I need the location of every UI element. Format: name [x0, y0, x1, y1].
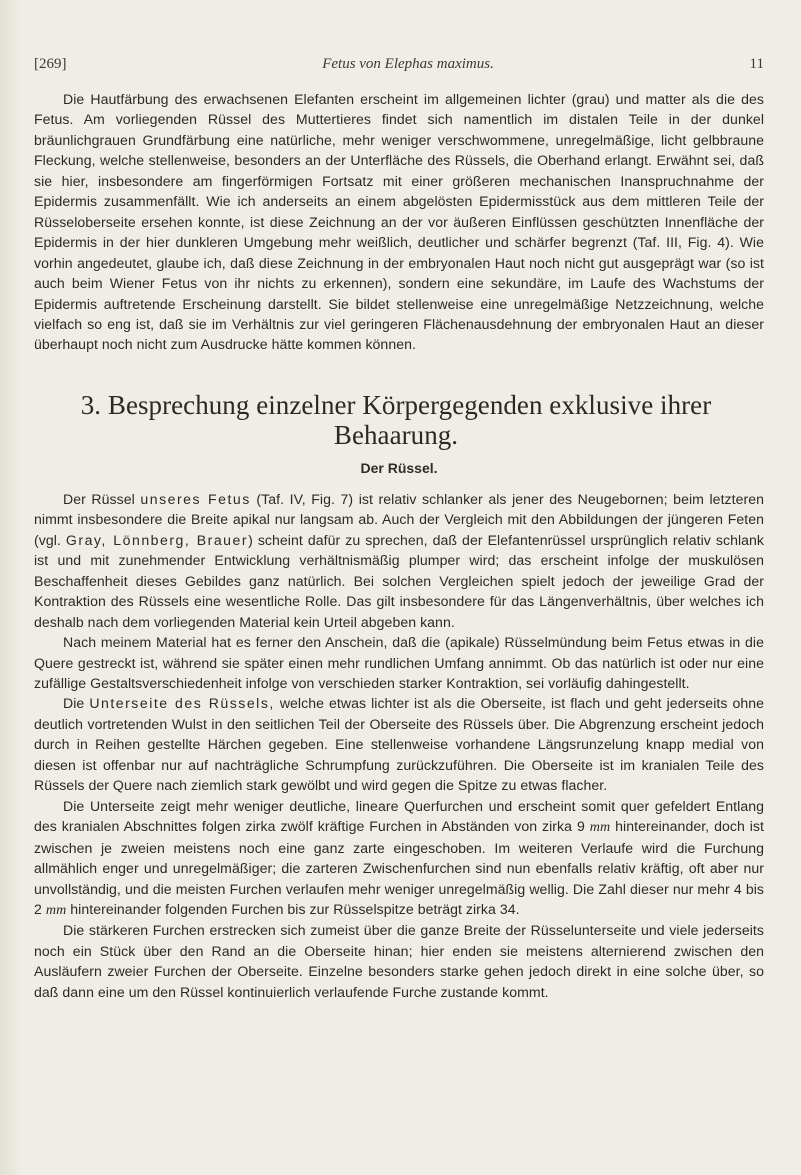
- paragraph-trunk-underside: [34, 693, 764, 795]
- text-run: (Taf. IV, Fig. 7) ist relativ schlanker als jener des Neugebornen; beim letzteren nimmt insbesondere die Breite apikal nur langsam ab. Auch der Vergleich mit den Abbildungen der jüngeren Feten (vgl.: [34, 490, 765, 548]
- subsection-heading: Der Rüssel.: [360, 459, 438, 476]
- unit-mm: mm: [589, 819, 611, 836]
- spaced-text: unseres Fetus: [140, 490, 251, 507]
- text-run: ) scheint dafür zu sprechen, daß der Elefantenrüssel ursprünglich relativ schlank ist und mit zunehmender Entwicklung verhältnismäßig plumper wird; das erscheint infolge der muskulösen Beschaffenheit dieses Gebildes ganz natürlich. Bei solchen Vergleichen spielt jedoch der jeweilige Grad der Kontraktion des Rüssels eine wesentliche Rolle. Das gilt insbesondere für das Längenverhältnis, über welches ich deshalb nach dem vorliegenden Material kein Urteil abgeben kann.: [34, 531, 765, 630]
- page-content: [34, 56, 764, 1002]
- spaced-text: Unterseite des Rüssels,: [89, 695, 275, 712]
- paragraph-skin-coloration: Die Hautfärbung des erwachsenen Elefanten erscheint im allgemeinen lichter (grau) und matter als die des Fetus. Am vorliegenden Rüssel des Muttertieres findet sich namentlich im distalen Teile in der dunkel bräunlichgrauen Grundfärbung eine natürliche, mehr weniger verschwommene, unregelmäßige, licht gelbbraune Fleckung, welche stellenweise, besonders an der Unterfläche des Rüssels, die Oberhand erlangt. Erwähnt sei, daß sie hier, insbesondere am fingerförmigen Fortsatz mit einer größeren mechanischen Inanspruchnahme der Epidermis zusammenfällt. Wie ich anderseits an einem abgelösten Epidermisstück aus dem mittleren Teile der Rüsseloberseite ersehen konnte, ist diese Zeichnung an der vor äußeren Einflüssen geschützten Innenfläche der Epidermis in der hier dunkleren Umgebung mehr weißlich, deutlicher und schärfer begrenzt (Taf. III, Fig. 4). Wie vorhin angedeutet, glaube ich, daß diese Zeichnung in der embryonalen Haut noch nicht gut ausgeprägt war (so ist auch beim Wiener Fetus von ihr nichts zu erkennen), sondern eine sekundäre, im Laufe des Wachstums der Epidermis auftretende Erscheinung darstellt. Sie bildet stellenweise eine unregelmäßige Netzzeichnung, welche vielfach so eng ist, daß sie im Verhältnis zur viel geringeren Flächenausdehnung der embryonalen Haut an dieser überhaupt noch nicht zum Ausdrucke hätte kommen können.: [34, 91, 764, 353]
- spaced-authors: Gray, Lönnberg, Brauer: [65, 531, 249, 548]
- text-run: welche etwas lichter ist als die Oberseite, ist flach und geht jederseits ohne deutlich vortretenden Wulst in den seitlichen Teil der Oberseite des Rüssels über. Die Abgrenzung erscheint jedoch durch in Reihen gestellte Härchen gegeben. Eine stellenweise vorhandene Längsrunzelung knapp medial von diesen ist offenbar nur auf nachträgliche Schrumpfung zurückzuführen. Die Oberseite ist im kranialen Teile des Rüssels der Quere nach ziemlich stark gewölbt und wird gegen die Spitze zu etwas flacher.: [34, 695, 765, 794]
- paragraph-furrow-extent: Die stärkeren Furchen erstrecken sich zumeist über die ganze Breite der Rüsselunterseite und viele jederseits noch ein Stück über den Rand an die Oberseite hinan; hier enden sie meistens alternierend zwischen den Ausläufern zweier Furchen der Oberseite. Einzelne besonders starke gehen jedoch direkt in eine solche über, so daß dann eine um den Rüssel kontinuierlich verlaufende Furche zustande kommt.: [34, 922, 764, 1000]
- running-header: [34, 56, 764, 73]
- unit-mm: mm: [45, 901, 67, 918]
- paragraph-trunk-shape: [34, 489, 764, 632]
- text-run: hintereinander, doch ist zwischen je zweien meistens noch eine ganz zarte eingeschoben. Im weiteren Verlaufe wird die Furchung allmählich enger und unregelmäßiger; die zarteren Zwischenfurchen sind nun ebenfalls relativ kräftig, oft aber nur unvollständig, und die meisten Furchen verlaufen mehr weniger unregelmäßig wellig. Die Zahl dieser nur mehr 4 bis 2: [34, 818, 764, 917]
- paragraph-transverse-furrows: [34, 796, 764, 921]
- running-title: Fetus von Elephas maximus.: [322, 56, 494, 72]
- text-run: hintereinander folgenden Furchen bis zur Rüsselspitze beträgt zirka 34.: [70, 900, 520, 917]
- section-heading: 3. Besprechung einzelner Körpergegenden exklusive ihrer Behaarung.: [80, 389, 712, 450]
- text-run: Die Unterseite zeigt mehr weniger deutliche, lineare Querfurchen und erscheint somit quer gefeldert Entlang des kranialen Abschnittes folgen zirka zwölf kräftige Furchen in Abständen von zirka 9: [34, 797, 764, 835]
- text-run: Der Rüssel: [63, 490, 135, 507]
- page-edge-shadow: [0, 0, 22, 1175]
- text-run: Die: [63, 695, 85, 712]
- paragraph-trunk-opening: Nach meinem Material hat es ferner den Anschein, daß die (apikale) Rüsselmündung beim Fetus etwas in die Quere gestreckt ist, während sie später einen mehr rundlichen Umfang annimmt. Ob das natürlich ist oder nur eine zufällige Gestaltsverschiedenheit infolge von verschieden starker Kontraktion, sei vorläufig dahingestellt.: [34, 634, 764, 691]
- page-number-left: [269]: [34, 56, 67, 72]
- page-number-right: 11: [749, 56, 764, 72]
